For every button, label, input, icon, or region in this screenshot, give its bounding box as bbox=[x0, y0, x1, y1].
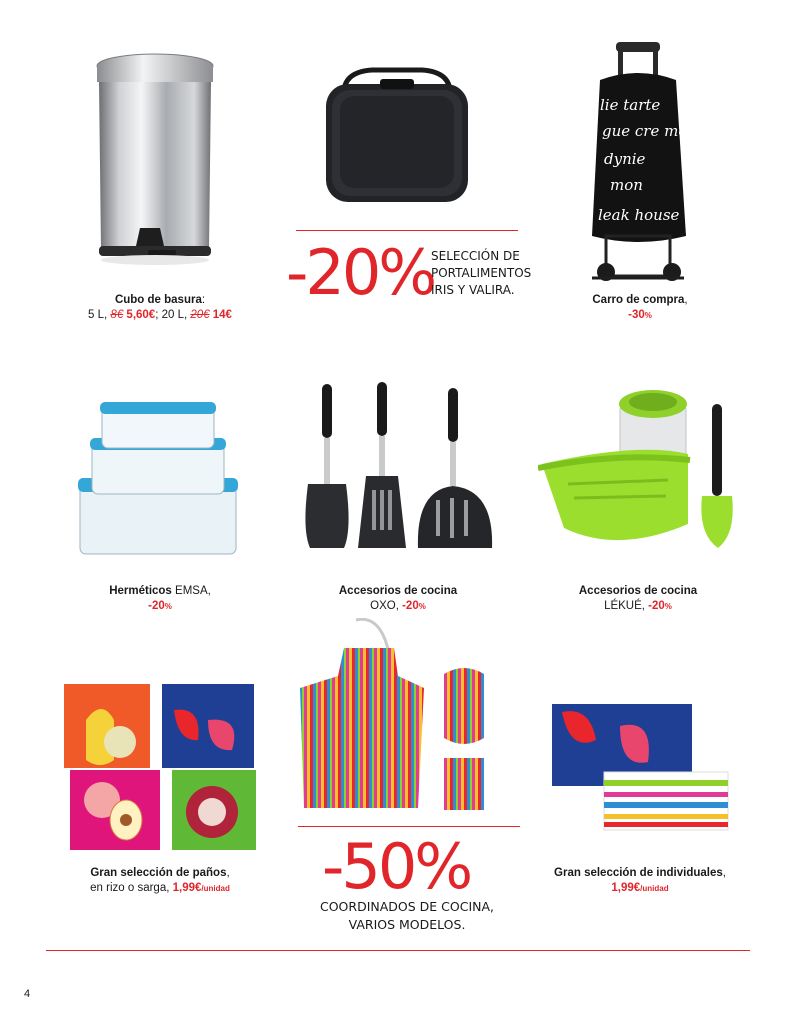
lekue-pct: % bbox=[664, 602, 672, 611]
lunch-promo-text bbox=[431, 248, 531, 299]
towels-caption bbox=[40, 866, 280, 896]
cart-caption bbox=[540, 293, 740, 323]
placemats-sep: , bbox=[722, 867, 726, 879]
lunch-promo-line2: PORTALIMENTOS bbox=[431, 266, 532, 280]
bin-old-price-5l: 8€ bbox=[110, 309, 124, 321]
bin-name: Cubo de basura bbox=[114, 294, 202, 306]
textile-discount: -50% bbox=[322, 830, 471, 903]
placemats-name: Gran selección de individuales bbox=[554, 867, 723, 879]
cart-bag-text-1: lie tarte bbox=[600, 96, 661, 114]
cart-bag-text-4: mon bbox=[610, 176, 643, 194]
placemats-price: 1,99€ bbox=[611, 882, 641, 894]
cart-bag-text-3: dynie bbox=[604, 150, 646, 168]
containers-brand: EMSA, bbox=[171, 585, 211, 597]
lunch-promo-line1: SELECCIÓN DE bbox=[431, 249, 520, 263]
containers-caption bbox=[60, 584, 260, 614]
textile-promo-text bbox=[300, 898, 514, 934]
placemats-caption bbox=[530, 866, 750, 896]
footer-rule bbox=[46, 950, 750, 951]
bin-old-price-20l: 20€ bbox=[190, 309, 210, 321]
promo-rule-top bbox=[296, 230, 518, 231]
pedal-bin-image bbox=[88, 50, 222, 275]
page-number: 4 bbox=[24, 988, 31, 1000]
lekue-name: Accesorios de cocina bbox=[578, 585, 698, 597]
bin-size-5l: 5 L, bbox=[88, 309, 111, 321]
cart-name: Carro de compra bbox=[592, 294, 685, 306]
lunch-bag-image bbox=[322, 66, 472, 206]
cart-bag-text-2: gue cre me bbox=[602, 122, 688, 140]
shopping-cart-image bbox=[586, 40, 690, 288]
oxo-caption bbox=[298, 584, 498, 614]
containers-pct: % bbox=[164, 602, 172, 611]
containers-discount: -20 bbox=[148, 600, 165, 612]
cart-discount: -30 bbox=[628, 309, 645, 321]
towels-sep: , bbox=[226, 867, 230, 879]
towels-price: 1,99€ bbox=[172, 882, 202, 894]
lekue-image bbox=[538, 384, 752, 552]
bin-caption bbox=[40, 293, 280, 323]
cart-sep: , bbox=[684, 294, 688, 306]
oxo-brand: OXO, bbox=[370, 600, 403, 612]
cart-pct: % bbox=[644, 311, 652, 320]
tea-towels-image bbox=[62, 680, 262, 852]
bin-new-price-20l: 14€ bbox=[212, 309, 232, 321]
cart-bag-text-5: leak house bbox=[598, 206, 680, 224]
lunch-promo-line3: IRIS Y VALIRA. bbox=[431, 283, 515, 297]
lunch-discount: -20% bbox=[286, 236, 435, 309]
oxo-name: Accesorios de cocina bbox=[338, 585, 458, 597]
lekue-caption bbox=[538, 584, 738, 614]
containers-image bbox=[76, 398, 242, 560]
placemats-image bbox=[550, 702, 730, 834]
textile-promo-line2: VARIOS MODELOS. bbox=[348, 917, 466, 932]
towels-name: Gran selección de paños bbox=[90, 867, 227, 879]
oxo-discount: -20 bbox=[402, 600, 419, 612]
promo-rule-bottom bbox=[298, 826, 520, 827]
textile-promo-line1: COORDINADOS DE COCINA, bbox=[319, 899, 495, 914]
oxo-pct: % bbox=[418, 602, 426, 611]
placemats-unit: /unidad bbox=[640, 884, 669, 893]
oxo-utensils-image bbox=[300, 380, 500, 552]
lekue-brand: LÉKUÉ, bbox=[604, 600, 649, 612]
bin-size-20l: ; 20 L, bbox=[155, 309, 191, 321]
apron-set-image bbox=[296, 618, 520, 814]
lekue-discount: -20 bbox=[648, 600, 665, 612]
towels-unit: /unidad bbox=[201, 884, 230, 893]
bin-new-price-5l: 5,60€ bbox=[126, 309, 156, 321]
containers-name: Herméticos bbox=[109, 585, 172, 597]
bin-sep: : bbox=[201, 294, 206, 306]
towels-material: en rizo o sarga, bbox=[90, 882, 173, 894]
